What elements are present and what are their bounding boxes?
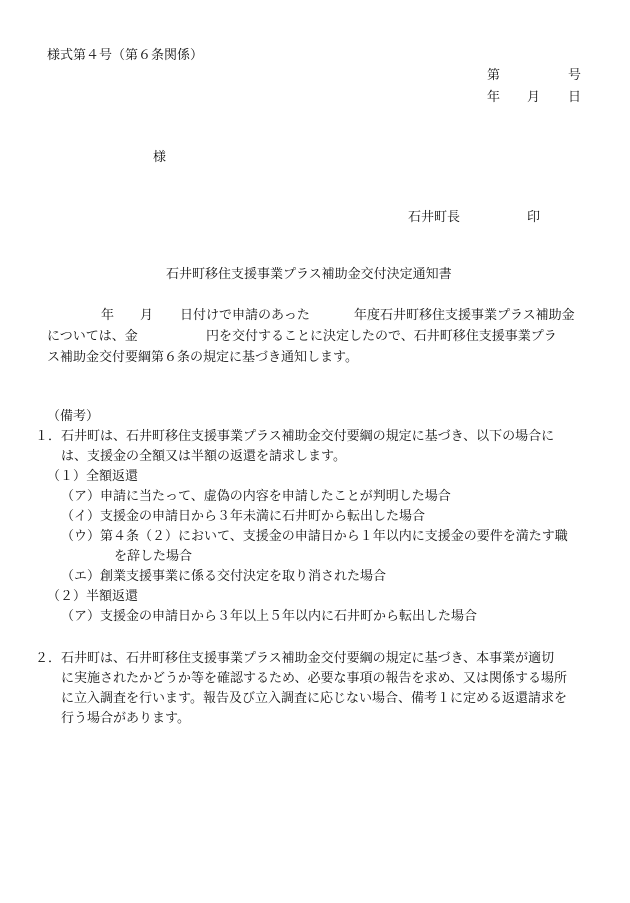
issuer-title: 石井町長 xyxy=(408,210,461,225)
remarks-heading: （備考） xyxy=(47,409,100,424)
full-return-i: （イ）支援金の申請日から３年未満に石井町から転出した場合 xyxy=(61,509,426,524)
document-title: 石井町移住支援事業プラス補助金交付決定通知書 xyxy=(166,267,452,282)
remark-2-line4: 行う場合があります。 xyxy=(61,711,190,726)
date-day: 日 xyxy=(568,90,582,105)
half-return-heading: （２）半額返還 xyxy=(47,589,139,604)
remark-1-line2: は、支援金の全額又は半額の返還を請求します。 xyxy=(61,449,346,464)
body-month: 月 xyxy=(140,308,154,323)
body-before-amount: については、金 xyxy=(47,329,138,344)
body-line3: ス補助金交付要綱第６条の規定に基づき通知します。 xyxy=(47,350,358,365)
half-return-a: （ア）支援金の申請日から３年以上５年以内に石井町から転出した場合 xyxy=(61,609,478,624)
full-return-u-line1: （ウ）第４条（２）において、支援金の申請日から１年以内に支援金の要件を満たす職 xyxy=(61,529,568,544)
body-fy-text: 年度石井町移住支援事業プラス補助金 xyxy=(354,308,575,323)
full-return-u-line2: を辞した場合 xyxy=(114,549,193,564)
doc-number-suffix: 号 xyxy=(568,68,582,83)
body-after-amount: 円を交付することに決定したので、石井町移住支援事業プラ xyxy=(206,329,557,344)
remark-1-line1: １．石井町は、石井町移住支援事業プラス補助金交付要綱の規定に基づき、以下の場合に xyxy=(35,429,555,444)
addressee-suffix: 様 xyxy=(153,150,167,165)
full-return-e: （エ）創業支援事業に係る交付決定を取り消された場合 xyxy=(61,569,387,584)
remark-2-line1: ２．石井町は、石井町移住支援事業プラス補助金交付要綱の規定に基づき、本事業が適切 xyxy=(35,651,555,666)
date-month: 月 xyxy=(527,90,541,105)
remark-2-line3: に立入調査を行います。報告及び立入調査に応じない場合、備考１に定める返還請求を xyxy=(61,691,567,706)
doc-number-prefix: 第 xyxy=(487,68,501,83)
remark-2-line2: に実施されたかどうか等を確認するため、必要な事項の報告を求め、又は関係する場所 xyxy=(61,671,567,686)
full-return-heading: （１）全額返還 xyxy=(47,469,139,484)
body-day-text: 日付けで申請のあった xyxy=(180,308,310,323)
form-label: 様式第４号（第６条関係） xyxy=(47,48,204,63)
issuer-seal: 印 xyxy=(527,210,541,225)
date-year: 年 xyxy=(487,90,501,105)
full-return-a: （ア）申請に当たって、虚偽の内容を申請したことが判明した場合 xyxy=(61,489,451,504)
body-year: 年 xyxy=(101,308,115,323)
